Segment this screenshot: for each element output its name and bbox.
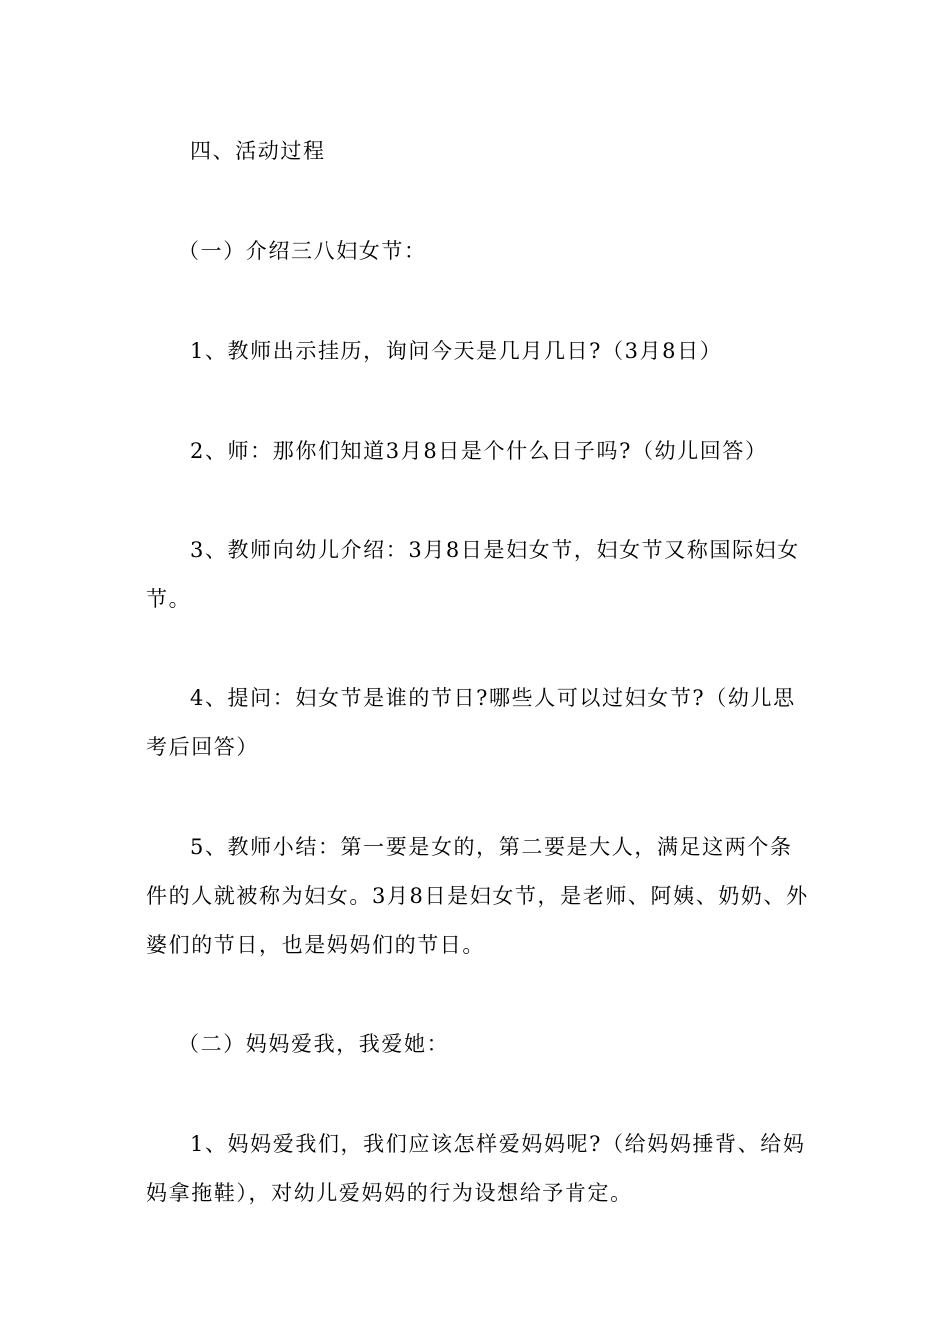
part1-item-1: 1、教师出示挂历，询问今天是几月几日?（3月8日） bbox=[190, 339, 723, 363]
part1-title: （一）介绍三八妇女节： bbox=[178, 239, 427, 263]
part2-title: （二）妈妈爱我，我爱她： bbox=[178, 1032, 450, 1056]
part2-item-1: 1、妈妈爱我们，我们应该怎样爱妈妈呢?（给妈妈捶背、给妈妈拿拖鞋），对幼儿爱妈妈的行为设想给予肯定。 bbox=[146, 1132, 806, 1205]
part1-item-4: 4、提问：妇女节是谁的节日?哪些人可以过妇女节?（幼儿思考后回答） bbox=[146, 686, 796, 759]
section-title: 四、活动过程 bbox=[190, 139, 326, 163]
part1-item-5: 5、教师小结：第一要是女的，第二要是大人，满足这两个条件的人就被称为妇女。3月8日是妇女节，是老师、阿姨、奶奶、外婆们的节日，也是妈妈们的节日。 bbox=[146, 835, 809, 957]
part1-item-2: 2、师：那你们知道3月8日是个什么日子吗?（幼儿回答） bbox=[190, 439, 768, 463]
part1-item-3: 3、教师向幼儿介绍：3月8日是妇女节，妇女节又称国际妇女节。 bbox=[146, 538, 800, 611]
